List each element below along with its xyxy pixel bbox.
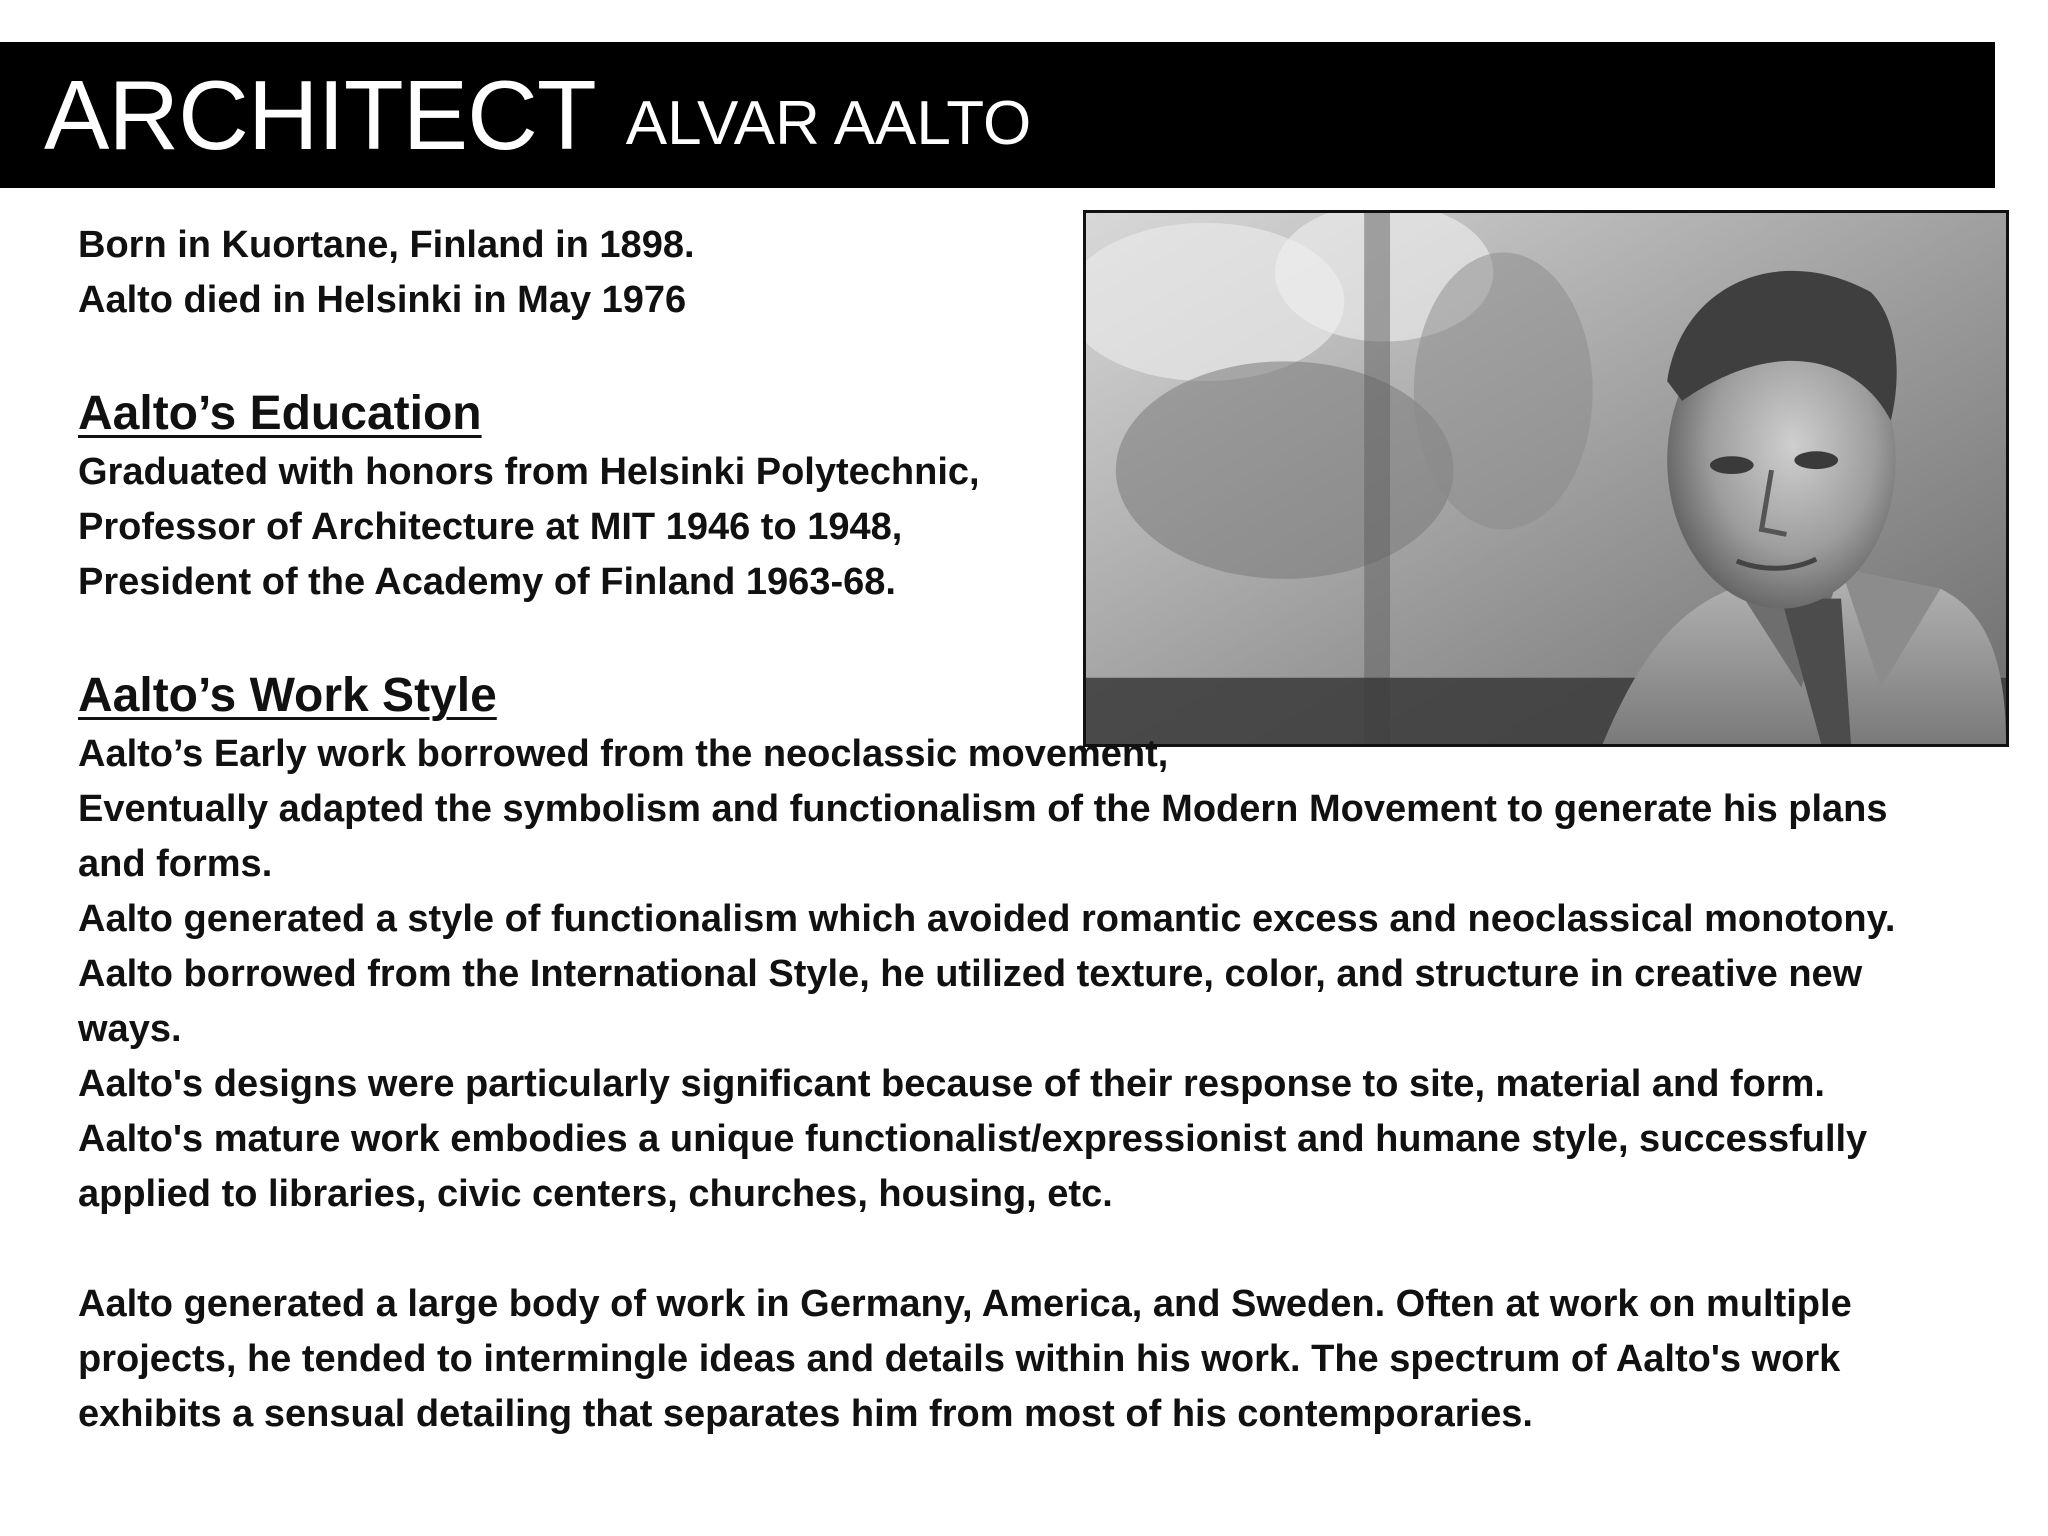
closing-line: projects, he tended to intermingle ideas and details within his work. The spectrum of Aalto's work [78,1338,1841,1380]
education-line: Graduated with honors from Helsinki Polytechnic, [78,451,980,493]
education-line: Professor of Architecture at MIT 1946 to 1948, [78,506,903,548]
work-style-line: applied to libraries, civic centers, churches, housing, etc. [78,1173,1113,1215]
title-bar [0,42,1995,188]
education-line: President of the Academy of Finland 1963-68. [78,561,896,603]
work-style-line: Aalto generated a style of functionalism which avoided romantic excess and neoclassical monotony. [78,898,1896,940]
content-body [78,218,2018,1442]
work-style-line: ways. [78,1008,182,1050]
death-line: Aalto died in Helsinki in May 1976 [78,279,687,321]
work-style-line: Aalto borrowed from the International Style, he utilized texture, color, and structure in creative new [78,953,1863,995]
work-style-heading: Aalto’s Work Style [78,669,497,722]
closing-line: Aalto generated a large body of work in Germany, America, and Sweden. Often at work on multiple [78,1283,1852,1325]
work-style-line: and forms. [78,843,273,885]
work-style-line: Aalto's designs were particularly significant because of their response to site, material and form. [78,1063,1825,1105]
work-style-line: Aalto’s Early work borrowed from the neoclassic movement, [78,733,1169,775]
work-style-line: Eventually adapted the symbolism and functionalism of the Modern Movement to generate his plans [78,788,1888,830]
education-heading: Aalto’s Education [78,387,482,440]
birth-line: Born in Kuortane, Finland in 1898. [78,224,695,266]
work-style-line: Aalto's mature work embodies a unique functionalist/expressionist and humane style, successfully [78,1118,1868,1160]
closing-line: exhibits a sensual detailing that separates him from most of his contemporaries. [78,1393,1533,1435]
page-subtitle: ALVAR AALTO [625,89,1032,158]
page-title: ARCHITECT [44,60,596,170]
